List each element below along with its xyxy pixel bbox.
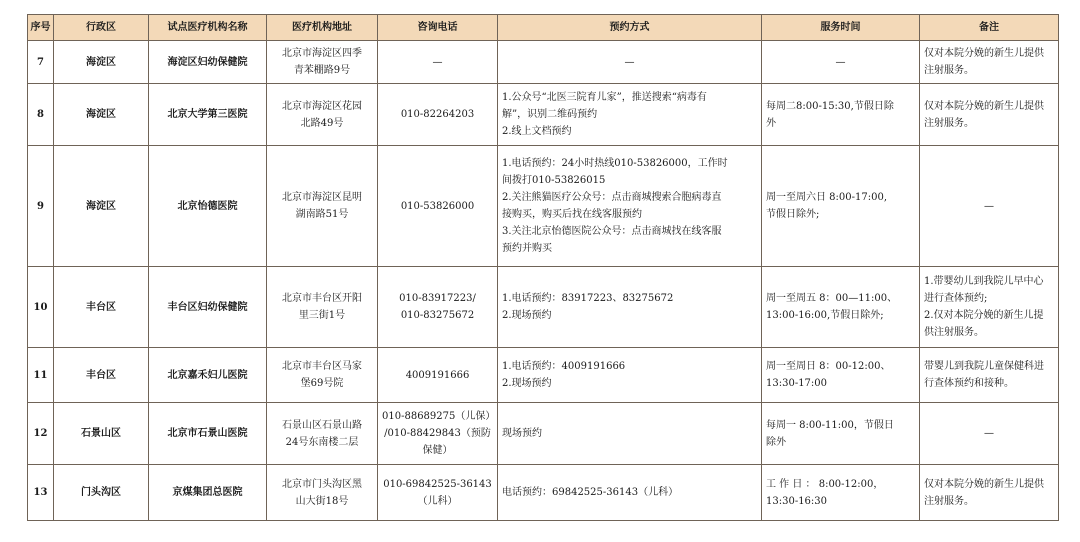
- cell-booking-line: 电话预约：69842525-36143（儿科）: [502, 487, 679, 498]
- header-hours: 服务时间: [762, 15, 920, 41]
- cell-notes-line: 2.仅对本院分娩的新生儿提: [924, 310, 1044, 321]
- cell-phone: [378, 465, 498, 521]
- table-header-row: [28, 15, 1059, 41]
- cell-phone-line: —: [432, 56, 443, 68]
- cell-hours-line: 周一至周日 8：00-12:00、: [766, 361, 891, 372]
- cell-address: [267, 348, 378, 403]
- cell-booking-line: 3.关注北京怡德医院公众号：点击商城找在线客服: [502, 226, 722, 237]
- cell-booking-line: 2.现场预约: [502, 378, 552, 389]
- cell-hours-line: 周一至周五 8：00—11:00、: [766, 293, 898, 304]
- header-address: 医疗机构地址: [267, 15, 378, 41]
- cell-booking-line: —: [624, 56, 635, 68]
- header-no: 序号: [28, 15, 54, 41]
- cell-hours-line: 周一至周六日 8:00-17:00,: [766, 192, 888, 203]
- table-row: [28, 41, 1059, 84]
- cell-booking-line: 1.电话预约：83917223、83275672: [502, 293, 674, 304]
- header-phone: 咨询电话: [378, 15, 498, 41]
- cell-hours-line: 13:30-16:30: [766, 495, 828, 507]
- cell-address-line: 石景山区石景山路: [282, 419, 362, 431]
- cell-notes-line: —: [984, 428, 994, 439]
- cell-phone-line: /010-88429843（预防: [384, 428, 491, 439]
- cell-booking-line: 2.现场预约: [502, 310, 552, 321]
- cell-booking: [498, 84, 762, 146]
- cell-hours: [762, 146, 920, 267]
- cell-booking-line: 解”，识别二维码预约: [502, 109, 598, 120]
- cell-notes-line: 1.带婴幼儿到我院儿早中心: [924, 276, 1044, 287]
- cell-hospital: 北京大学第三医院: [149, 84, 267, 146]
- cell-notes-line: 带婴儿到我院儿童保健科进: [924, 361, 1044, 372]
- cell-address: [267, 84, 378, 146]
- cell-no: 10: [28, 267, 54, 348]
- cell-address-line: 北京市门头沟区黑: [282, 478, 362, 490]
- cell-notes-line: 仅对本院分娩的新生儿提供: [924, 478, 1044, 490]
- cell-hours-line: 节假日除外;: [766, 209, 820, 220]
- cell-hours-line: 除外: [766, 436, 786, 448]
- cell-hours: [762, 465, 920, 521]
- cell-address-line: 北路49号: [300, 117, 344, 129]
- cell-phone: [378, 84, 498, 146]
- cell-hours: [762, 84, 920, 146]
- cell-address-line: 24号东南楼二层: [285, 436, 359, 448]
- cell-notes-line: 进行查体预约;: [924, 293, 988, 304]
- cell-booking: [498, 267, 762, 348]
- cell-phone-line: 010-82264203: [400, 109, 475, 120]
- table-row: [28, 84, 1059, 146]
- cell-hospital: 北京怡德医院: [149, 146, 267, 267]
- cell-booking-line: 现场预约: [502, 428, 542, 439]
- cell-notes: [920, 348, 1059, 403]
- cell-phone-line: （儿科）: [417, 495, 458, 507]
- cell-phone-line: 保健）: [422, 445, 453, 456]
- cell-booking: [498, 465, 762, 521]
- cell-notes: [920, 267, 1059, 348]
- cell-booking-line: 1.电话预约：4009191666: [502, 361, 626, 372]
- cell-booking: [498, 403, 762, 465]
- cell-address-line: 山大街18号: [295, 495, 349, 507]
- cell-hospital: 丰台区妇幼保健院: [149, 267, 267, 348]
- cell-address-line: 北京市海淀区花园: [282, 100, 362, 112]
- cell-address-line: 北京市丰台区开阳: [282, 293, 362, 304]
- cell-district: 丰台区: [54, 267, 149, 348]
- cell-no: 11: [28, 348, 54, 403]
- cell-notes-line: —: [984, 200, 994, 212]
- cell-district: 海淀区: [54, 41, 149, 84]
- cell-hours-line: 13:30-17:00: [766, 378, 828, 389]
- cell-address: [267, 267, 378, 348]
- cell-hospital: 海淀区妇幼保健院: [149, 41, 267, 84]
- cell-address-line: 堡69号院: [300, 378, 344, 389]
- header-district: 行政区: [54, 15, 149, 41]
- cell-phone-line: 010-69842525-36143: [383, 478, 492, 490]
- cell-no: 9: [28, 146, 54, 267]
- cell-phone-line: 010-83917223/: [399, 293, 476, 304]
- cell-phone: [378, 403, 498, 465]
- cell-no: 8: [28, 84, 54, 146]
- cell-hours-line: 每周二8:00-15:30,节假日除: [766, 100, 894, 112]
- table-row: [28, 348, 1059, 403]
- cell-address: [267, 465, 378, 521]
- cell-address-line: 里三街1号: [298, 310, 346, 321]
- cell-district: 石景山区: [54, 403, 149, 465]
- cell-address-line: 湖南路51号: [295, 209, 349, 220]
- cell-district: 海淀区: [54, 146, 149, 267]
- cell-no: 7: [28, 41, 54, 84]
- cell-notes-line: 供注射服务。: [924, 327, 984, 338]
- header-booking: 预约方式: [498, 15, 762, 41]
- header-notes: 备注: [920, 15, 1059, 41]
- cell-hours: [762, 267, 920, 348]
- cell-hours-line: —: [835, 56, 846, 68]
- cell-notes-line: 注射服务。: [924, 495, 974, 507]
- cell-booking-line: 接购买，购买后找在线客服预约: [502, 209, 642, 220]
- cell-hours-line: 每周一 8:00-11:00，节假日: [766, 419, 894, 431]
- cell-booking-line: 2.线上文档预约: [502, 126, 572, 137]
- cell-no: 12: [28, 403, 54, 465]
- cell-notes-line: 仅对本院分娩的新生儿提供: [924, 100, 1044, 112]
- cell-hours: [762, 41, 920, 84]
- cell-district: 海淀区: [54, 84, 149, 146]
- cell-booking: [498, 41, 762, 84]
- cell-notes-line: 行查体预约和接种。: [924, 378, 1014, 389]
- cell-phone: [378, 267, 498, 348]
- cell-phone-line: 010-88689275（儿保）: [382, 411, 496, 422]
- cell-no: 13: [28, 465, 54, 521]
- cell-phone-line: 010-83275672: [400, 310, 475, 321]
- cell-hospital: 京煤集团总医院: [149, 465, 267, 521]
- cell-booking-line: 1.电话预约：24小时热线010-53826000，工作时: [502, 158, 728, 169]
- cell-district: 丰台区: [54, 348, 149, 403]
- cell-hours: [762, 403, 920, 465]
- cell-booking-line: 2.关注熊猫医疗公众号：点击商城搜索合胞病毒直: [502, 192, 722, 203]
- cell-notes: [920, 465, 1059, 521]
- cell-booking-line: 1.公众号“北医三院育儿家”，推送搜索“病毒有: [502, 92, 707, 103]
- cell-booking-line: 预约并购买: [502, 243, 552, 254]
- cell-phone: [378, 41, 498, 84]
- cell-hours-line: 工 作 日 ： 8:00-12:00，: [766, 478, 884, 490]
- cell-hospital: 北京嘉禾妇儿医院: [149, 348, 267, 403]
- table-row: [28, 465, 1059, 521]
- table-row: [28, 146, 1059, 267]
- table-row: [28, 403, 1059, 465]
- cell-phone: [378, 348, 498, 403]
- cell-notes: [920, 403, 1059, 465]
- cell-address: [267, 146, 378, 267]
- cell-hours-line: 13:00-16:00,节假日除外;: [766, 310, 884, 321]
- cell-booking: [498, 146, 762, 267]
- cell-booking-line: 间拨打010-53826015: [502, 175, 606, 186]
- cell-address-line: 北京市丰台区马家: [282, 361, 362, 372]
- cell-address: [267, 403, 378, 465]
- cell-booking: [498, 348, 762, 403]
- table-body: [28, 41, 1059, 521]
- cell-hours-line: 外: [766, 117, 776, 129]
- cell-address-line: 青苯棚路9号: [293, 65, 351, 76]
- table-row: [28, 267, 1059, 348]
- cell-notes: [920, 41, 1059, 84]
- cell-hospital: 北京市石景山医院: [149, 403, 267, 465]
- cell-phone-line: 010-53826000: [400, 200, 475, 212]
- cell-address-line: 北京市海淀区四季: [282, 48, 362, 59]
- cell-notes-line: 注射服务。: [924, 65, 974, 76]
- cell-notes-line: 仅对本院分娩的新生儿提供: [924, 48, 1044, 59]
- cell-phone: [378, 146, 498, 267]
- header-hospital: 试点医疗机构名称: [149, 15, 267, 41]
- cell-notes-line: 注射服务。: [924, 117, 974, 129]
- cell-address: [267, 41, 378, 84]
- cell-district: 门头沟区: [54, 465, 149, 521]
- cell-phone-line: 4009191666: [405, 369, 470, 381]
- cell-notes: [920, 84, 1059, 146]
- cell-hours: [762, 348, 920, 403]
- cell-notes: [920, 146, 1059, 267]
- clinic-table: [27, 14, 1059, 521]
- cell-address-line: 北京市海淀区昆明: [282, 192, 362, 203]
